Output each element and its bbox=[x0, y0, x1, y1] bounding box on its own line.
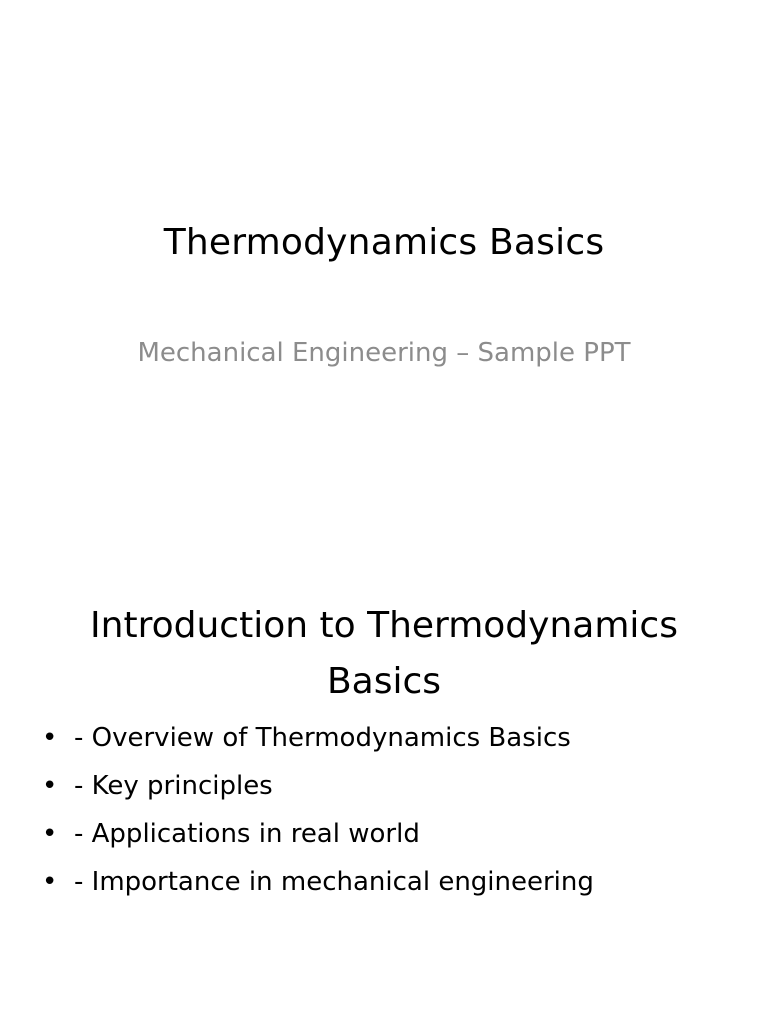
bullet-icon: • bbox=[42, 867, 58, 897]
bullet-icon: • bbox=[42, 771, 58, 801]
list-item bbox=[42, 858, 742, 906]
bullet-icon: • bbox=[42, 819, 58, 849]
content-slide-title: Introduction to Thermodynamics Basics bbox=[90, 605, 678, 702]
slide-subtitle: Mechanical Engineering – Sample PPT bbox=[137, 338, 631, 368]
bullet-list bbox=[42, 714, 742, 906]
bullet-text: - Overview of Thermodynamics Basics bbox=[74, 723, 571, 753]
bullet-text: - Key principles bbox=[74, 771, 273, 801]
bullet-text: - Applications in real world bbox=[74, 819, 420, 849]
bullet-text: - Importance in mechanical engineering bbox=[74, 867, 594, 897]
slide-title: Thermodynamics Basics bbox=[163, 222, 605, 263]
list-item bbox=[42, 762, 742, 810]
list-item bbox=[42, 714, 742, 762]
bullet-icon: • bbox=[42, 723, 58, 753]
list-item bbox=[42, 810, 742, 858]
content-slide bbox=[0, 512, 768, 1024]
